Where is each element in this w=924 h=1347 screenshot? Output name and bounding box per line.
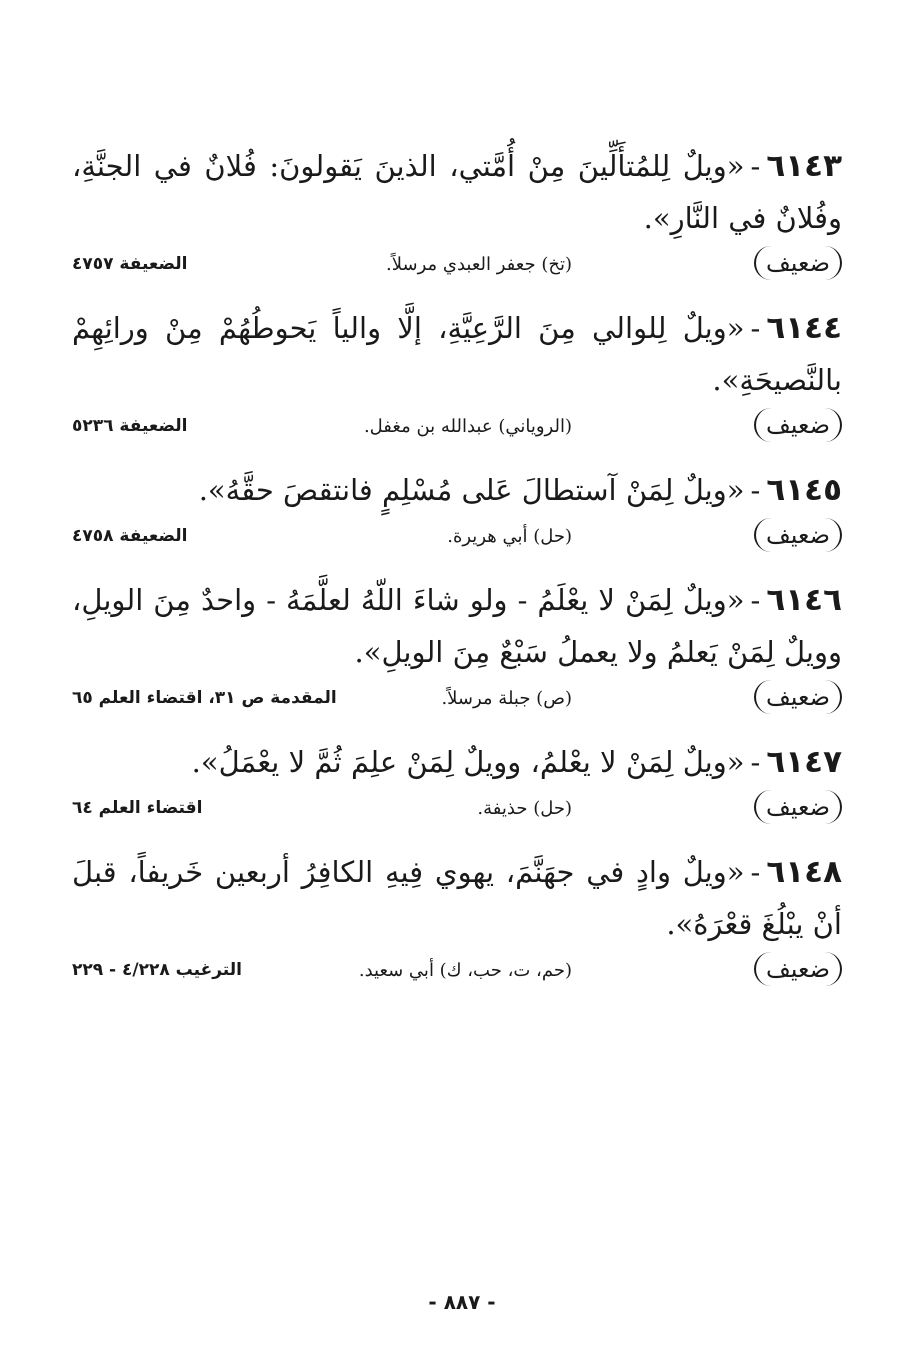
grade-label: ضعيف	[754, 952, 842, 986]
grade-label: ضعيف	[754, 408, 842, 442]
hadith-text: «ويلٌ لِلمُتأَلِّينَ مِنْ أُمَّتي، الذينَ يَقولونَ: فُلانٌ في الجنَّةِ، وفُلانٌ في النَّارِ».	[72, 149, 842, 235]
reference-citation: المقدمة ص ٣١، اقتضاء العلم ٦٥	[72, 688, 337, 708]
reference-citation: الضعيفة ٤٧٥٧	[72, 254, 188, 274]
hadith-text-block	[72, 464, 842, 516]
hadith-meta	[72, 950, 842, 994]
source-citation: (حم، ت، حب، ك) أبي سعيد.	[358, 960, 572, 981]
hadith-number: ٦١٤٣	[766, 148, 842, 184]
hadith-separator: -	[750, 311, 761, 345]
hadith-meta	[72, 788, 842, 832]
hadith-number: ٦١٤٨	[766, 854, 842, 890]
hadith-text: «ويلٌ لِمَنْ لا يعْلَمُ - ولو شاءَ اللّهُ لعلَّمَهُ - واحدٌ مِنَ الويلِ، وويلٌ لِمَنْ يَعلمُ ولا يعملُ سَبْعٌ مِنَ الويلِ».	[72, 583, 842, 669]
grade-label: ضعيف	[754, 790, 842, 824]
hadith-entry-6146	[72, 574, 842, 722]
hadith-text-block	[72, 574, 842, 678]
hadith-entry-6145	[72, 464, 842, 560]
source-citation: (ص) جبلة مرسلاً.	[441, 688, 572, 709]
hadith-text: «ويلٌ وادٍ في جهَنَّمَ، يهوي فِيهِ الكافِرُ أربعين خَريفاً، قبلَ أنْ يبْلُغَ قعْرَهُ».	[72, 855, 842, 941]
hadith-meta	[72, 516, 842, 560]
hadith-separator: -	[750, 473, 761, 507]
hadith-meta	[72, 406, 842, 450]
source-citation: (حل) حذيفة.	[477, 798, 572, 819]
source-citation: (تخ) جعفر العبدي مرسلاً.	[386, 254, 572, 275]
hadith-entry-6144	[72, 302, 842, 450]
hadith-entry-6143	[72, 140, 842, 288]
hadith-text-block	[72, 736, 842, 788]
reference-citation: الضعيفة ٤٧٥٨	[72, 526, 188, 546]
hadith-number: ٦١٤٧	[766, 744, 842, 780]
hadith-text-block	[72, 302, 842, 406]
hadith-entry-6148	[72, 846, 842, 994]
reference-citation: اقتضاء العلم ٦٤	[72, 798, 203, 818]
hadith-number: ٦١٤٦	[766, 582, 842, 618]
hadith-meta	[72, 244, 842, 288]
hadith-separator: -	[750, 149, 761, 183]
hadith-separator: -	[750, 745, 761, 779]
grade-label: ضعيف	[754, 246, 842, 280]
hadith-separator: -	[750, 583, 761, 617]
hadith-separator: -	[750, 855, 761, 889]
grade-label: ضعيف	[754, 680, 842, 714]
hadith-text: «ويلٌ لِلوالي مِنَ الرَّعِيَّةِ، إلَّا والياً يَحوطُهُمْ مِنْ ورائِهِمْ بالنَّصيحَةِ».	[72, 311, 842, 397]
hadith-entry-6147	[72, 736, 842, 832]
source-citation: (الروياني) عبدالله بن مغفل.	[363, 416, 572, 437]
hadith-number: ٦١٤٥	[766, 472, 842, 508]
hadith-text-block	[72, 140, 842, 244]
reference-citation: الترغيب ٤/٢٢٨ - ٢٢٩	[72, 960, 242, 980]
source-citation: (حل) أبي هريرة.	[447, 526, 572, 547]
reference-citation: الضعيفة ٥٢٣٦	[72, 416, 188, 436]
hadith-text: «ويلٌ لِمَنْ لا يعْلمُ، وويلٌ لِمَنْ علِمَ ثُمَّ لا يعْمَلُ».	[191, 745, 745, 779]
page-body	[72, 140, 842, 1008]
hadith-number: ٦١٤٤	[766, 310, 842, 346]
hadith-text-block	[72, 846, 842, 950]
grade-label: ضعيف	[754, 518, 842, 552]
page-number: - ٨٨٧ -	[428, 1290, 496, 1314]
hadith-meta	[72, 678, 842, 722]
hadith-text: «ويلٌ لِمَنْ آستطالَ عَلى مُسْلِمٍ فانتقصَ حقَّهُ».	[198, 473, 745, 507]
